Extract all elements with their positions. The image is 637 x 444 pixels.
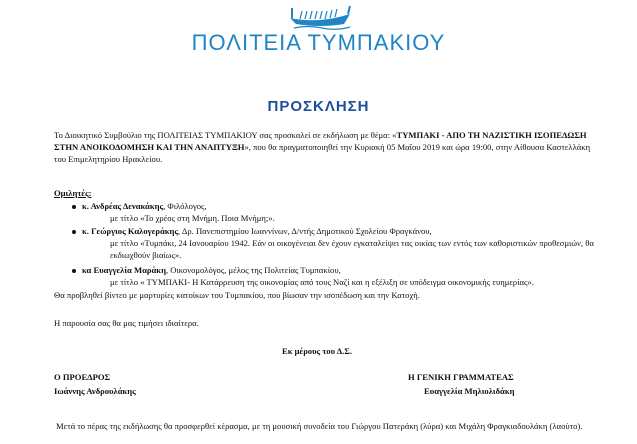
bullet: [72, 269, 76, 273]
boat-logo-icon: [288, 4, 352, 30]
president-title: Ο ΠΡΟΕΔΡΟΣ: [54, 372, 111, 382]
speaker-3: κα Ευαγγελία Μαράκη, Οικονομολόγος, μέλος της Πολιτείας Τυμπακίου,: [82, 265, 341, 275]
bullet: [72, 205, 76, 209]
on-behalf-label: Εκ μέρους του Δ.Σ.: [282, 346, 353, 356]
video-note: Θα προβληθεί βίντεο με μαρτυρίες κατοίκων του Τυμπακίου, που βίωσαν την ισοπέδωση και την Κατοχή.: [54, 290, 420, 300]
speaker-3-topic: με τίτλο « ΤΥΜΠΑΚΙ- Η Κατάρρευση της οικονομίας από τους Ναζί και η εξέλιξη σε υπόδειγμα οικονομικής ευημερίας».: [110, 277, 534, 287]
bullet: [72, 230, 76, 234]
organization-name: ΠΟΛΙΤΕΙΑ ΤΥΜΠΑΚΙΟΥ: [191, 30, 446, 55]
speaker-1-topic: με τίτλο «Το χρέος στη Μνήμη. Ποια Μνήμη;».: [110, 213, 275, 223]
secretary-title: Η ΓΕΝΙΚΗ ΓΡΑΜΜΑΤΕΑΣ: [408, 372, 514, 382]
president-name: Ιωάννης Ανδρουλάκης: [54, 386, 136, 396]
footer-note: Μετά το πέρας της εκδήλωσης θα προσφερθεί κέρασμα, με τη μουσική συνοδεία του Γιώργου Πατεράκη (λύρα) και Μιχάλη Φραγκιαδουλάκη (λαούτο).: [56, 421, 583, 431]
secretary-name: Ευαγγελία Μηλιολιδάκη: [424, 386, 515, 396]
intro-line-2: ΣΤΗΝ ΑΝΟΙΚΟΔΟΜΗΣΗ ΚΑΙ ΤΗΝ ΑΝΑΠΤΥΞΗ», που θα πραγματοποιηθεί την Κυριακή 05 Μαΐου 2019 και ώρα 19:00, στην Αίθουσα Καστελλάκη: [54, 142, 591, 152]
speaker-2: κ. Γεώργιος Καλογεράκης, Δρ. Πανεπιστημίου Ιωαννίνων, Δ/ντής Δημοτικού Σχολείου Φραγκάνου,: [82, 226, 432, 236]
speaker-2-topic-cont: εκδιωχθούν βιαίως».: [110, 250, 182, 260]
speaker-2-topic: με τίτλο «Τυμπάκι, 24 Ιανουαρίου 1942. Εάν οι οικογένειαι δεν έχουν εγκαταλείψει τας οικίας των εντός των καθοριστικών προθεσμιών, θα: [110, 238, 594, 248]
document-title: ΠΡΟΣΚΛΗΣΗ: [267, 98, 370, 115]
speakers-heading: Ομιλητές:: [54, 188, 92, 198]
intro-line-3: του Επιμελητηρίου Ηρακλείου.: [54, 154, 163, 164]
intro-line-1: Το Διοικητικό Συμβούλιο της ΠΟΛΙΤΕΙΑΣ ΤΥΜΠΑΚΙΟΥ σας προσκαλεί σε εκδήλωση με θέμα: «ΤΥΜΠΑΚΙ - ΑΠΟ ΤΗ ΝΑΖΙΣΤΙΚΗ ΙΣΟΠΕΔΩΣΗ: [54, 130, 587, 140]
presence-note: Η παρουσία σας θα μας τιμήσει ιδιαίτερα.: [54, 318, 199, 328]
speaker-1: κ. Ανδρέας Δενακάκης, Φιλόλογος,: [82, 201, 207, 211]
